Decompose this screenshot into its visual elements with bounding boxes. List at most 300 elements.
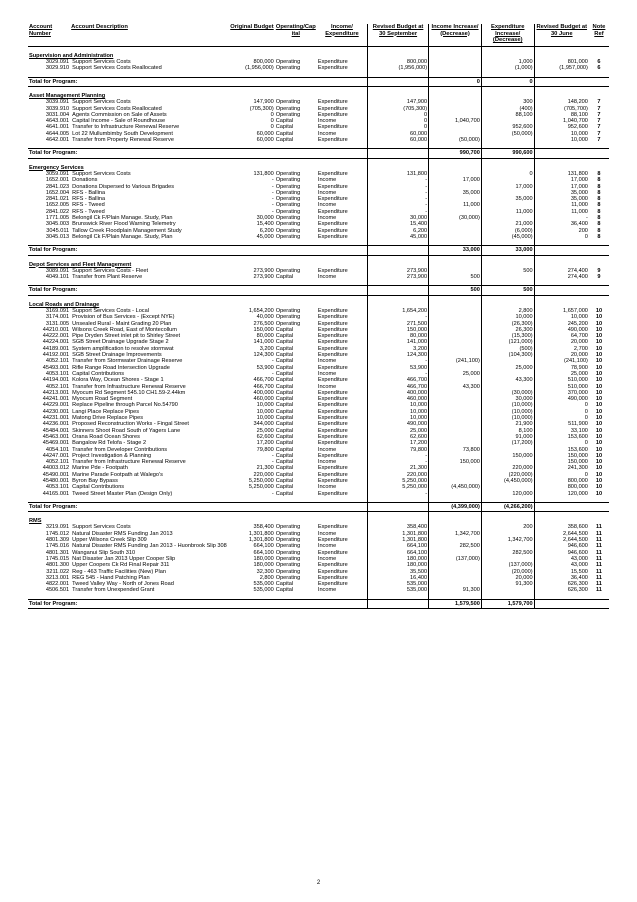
expenditure-change: (10,000) bbox=[481, 402, 534, 408]
expenditure-change: 2,800 bbox=[481, 308, 534, 314]
operating-capital: Capital bbox=[275, 440, 294, 447]
note-ref: 9 bbox=[597, 267, 601, 274]
income-expenditure: Expenditure bbox=[317, 65, 348, 72]
original-budget: 5,250,000 bbox=[248, 484, 274, 491]
section-title: Emergency Services bbox=[29, 164, 84, 171]
expenditure-change: 25,000 bbox=[481, 365, 534, 371]
account-description: Capital Contributions bbox=[72, 484, 125, 491]
revised-budget-sept: 15,400 bbox=[368, 221, 429, 227]
original-budget: - bbox=[271, 183, 274, 190]
expenditure-change: (15,300) bbox=[481, 333, 534, 339]
operating-capital: Capital bbox=[275, 471, 294, 478]
operating-capital: Operating bbox=[275, 307, 301, 314]
account-number: 4644.005 bbox=[45, 130, 70, 137]
operating-capital: Capital bbox=[275, 459, 294, 466]
revised-budget-june: 25,000 bbox=[570, 370, 588, 377]
income-expenditure: Income bbox=[317, 274, 337, 281]
original-budget: 1,654,200 bbox=[248, 307, 274, 314]
revised-budget-sept: - bbox=[368, 190, 429, 196]
expenditure-change: 1,000 bbox=[481, 59, 534, 65]
income-expenditure: Expenditure bbox=[317, 440, 348, 447]
operating-capital: Capital bbox=[275, 490, 294, 497]
account-description: Transfer from Plant Reserve bbox=[72, 274, 143, 281]
revised-budget-june: 274,400 bbox=[567, 274, 588, 281]
table-header-row bbox=[28, 24, 609, 46]
note-ref: 10 bbox=[595, 459, 603, 466]
revised-budget-june: 1,040,700 bbox=[563, 118, 588, 125]
operating-capital: Operating bbox=[275, 65, 301, 72]
income-expenditure: Expenditure bbox=[317, 326, 348, 333]
total-income-change: 33,000 bbox=[429, 246, 482, 255]
revised-budget-sept: 147,900 bbox=[368, 99, 429, 105]
header-income-increase: Income Increase/ (Decrease) bbox=[429, 24, 482, 46]
expenditure-change: 120,000 bbox=[481, 491, 534, 497]
income-expenditure: Expenditure bbox=[317, 314, 348, 321]
note-ref: 11 bbox=[596, 549, 602, 556]
account-description: Reg - 463 Traffic Facilities (New) Plan bbox=[72, 568, 166, 575]
account-description: Transfer from Property Renewal Reserve bbox=[72, 137, 174, 144]
revised-budget-sept: 10,000 bbox=[368, 415, 429, 421]
income-expenditure: Income bbox=[317, 358, 337, 365]
income-expenditure: Expenditure bbox=[317, 111, 348, 118]
table-row bbox=[28, 491, 609, 497]
account-description: Bangalow Rd Telofa - Stage 2 bbox=[72, 440, 147, 447]
original-budget: - bbox=[271, 208, 274, 215]
account-number: 4049.101 bbox=[45, 274, 70, 281]
note-ref: 10 bbox=[595, 358, 603, 365]
note-ref: 11 bbox=[596, 524, 602, 531]
account-number: 4801.301 bbox=[45, 549, 70, 556]
revised-budget-june: 2,700 bbox=[573, 345, 588, 352]
original-budget: - bbox=[271, 459, 274, 466]
revised-budget-sept: 180,000 bbox=[368, 562, 429, 568]
total-label: Total for Program: bbox=[28, 77, 368, 86]
note-ref: 8 bbox=[597, 177, 601, 184]
table-row bbox=[28, 184, 609, 190]
account-description: Tweed Valley Way - North of Jones Road bbox=[72, 581, 174, 588]
operating-capital: Operating bbox=[275, 320, 301, 327]
account-description: Langi Place Replace Pipes bbox=[72, 408, 140, 415]
revised-budget-sept: - bbox=[368, 184, 429, 190]
revised-budget-sept: - bbox=[368, 202, 429, 208]
operating-capital: Capital bbox=[275, 484, 294, 491]
account-description: Provision of Bus Services - (Except NYE) bbox=[72, 314, 175, 321]
expenditure-change: (220,000) bbox=[481, 472, 534, 478]
table-body bbox=[28, 46, 609, 608]
revised-budget-june: 43,000 bbox=[570, 562, 588, 569]
revised-budget-sept: 60,000 bbox=[368, 137, 429, 143]
revised-budget-june: 17,000 bbox=[570, 183, 588, 190]
original-budget: 147,900 bbox=[253, 99, 274, 106]
operating-capital: Capital bbox=[275, 465, 294, 472]
original-budget: 30,000 bbox=[256, 215, 274, 222]
revised-budget-june: 0 bbox=[584, 440, 588, 447]
account-number: 4801.309 bbox=[45, 537, 70, 544]
account-description: Unsealed Rural - Maint Grading 20 Plan bbox=[72, 320, 172, 327]
revised-budget-sept: - bbox=[368, 314, 429, 320]
original-budget: 220,000 bbox=[253, 471, 274, 478]
revised-budget-sept: 400,000 bbox=[368, 390, 429, 396]
income-change: (137,000) bbox=[429, 556, 482, 562]
original-budget: 62,600 bbox=[256, 433, 274, 440]
expenditure-change: 200 bbox=[481, 524, 534, 530]
account-description: Belongil Ck F/Plain Manage. Study, Plan bbox=[72, 215, 173, 222]
note-ref: 10 bbox=[595, 433, 603, 440]
income-expenditure: Expenditure bbox=[317, 537, 348, 544]
table-row bbox=[28, 562, 609, 568]
account-number: 44247.001 bbox=[42, 452, 70, 459]
account-number: 44236.001 bbox=[42, 421, 70, 428]
revised-budget-june: 43,000 bbox=[570, 555, 588, 562]
budget-table bbox=[28, 24, 609, 609]
original-budget: 53,900 bbox=[256, 364, 274, 371]
account-number: 3219.091 bbox=[45, 524, 70, 531]
program-total-row bbox=[28, 77, 609, 86]
operating-capital: Capital bbox=[275, 118, 294, 125]
total-income-change: 1,579,500 bbox=[429, 599, 482, 608]
note-ref: 7 bbox=[597, 99, 601, 106]
revised-budget-june: 20,000 bbox=[570, 352, 588, 359]
revised-budget-sept: 273,900 bbox=[368, 274, 429, 280]
operating-capital: Operating bbox=[275, 574, 301, 581]
account-number: 1652.005 bbox=[45, 202, 70, 209]
revised-budget-sept: - bbox=[368, 459, 429, 465]
account-description: Brunswick River Flood Warning Telemetry bbox=[72, 221, 176, 228]
account-description: Support Services Costs bbox=[72, 99, 131, 106]
note-ref: 7 bbox=[597, 130, 601, 137]
revised-budget-sept: - bbox=[368, 453, 429, 459]
original-budget: 273,900 bbox=[253, 274, 274, 281]
original-budget: 10,000 bbox=[256, 402, 274, 409]
revised-budget-june: 64,700 bbox=[570, 333, 588, 340]
note-ref: 10 bbox=[595, 307, 603, 314]
note-ref: 8 bbox=[597, 189, 601, 196]
revised-budget-june: 11,000 bbox=[571, 208, 588, 215]
program-total-row bbox=[28, 149, 609, 158]
income-expenditure: Expenditure bbox=[317, 396, 348, 403]
original-budget: 25,000 bbox=[256, 427, 274, 434]
account-description: Orana Road Ocean Shores bbox=[72, 433, 140, 440]
income-expenditure: Expenditure bbox=[317, 377, 348, 384]
income-expenditure: Income bbox=[317, 446, 337, 453]
revised-budget-june: 78,900 bbox=[570, 364, 588, 371]
original-budget: 6,200 bbox=[259, 227, 274, 234]
income-expenditure: Expenditure bbox=[317, 433, 348, 440]
revised-budget-sept: 35,500 bbox=[368, 569, 429, 575]
expenditure-change: 10,000 bbox=[481, 314, 534, 320]
revised-budget-june: 36,400 bbox=[570, 574, 588, 581]
total-label: Total for Program: bbox=[28, 502, 368, 511]
note-ref: 10 bbox=[595, 333, 603, 340]
revised-budget-sept: 79,800 bbox=[368, 447, 429, 453]
operating-capital: Operating bbox=[275, 562, 301, 569]
note-ref: 11 bbox=[596, 555, 602, 562]
note-ref: 7 bbox=[597, 137, 601, 144]
account-description: System amplification to resolve stormwat bbox=[72, 345, 174, 352]
note-ref: 10 bbox=[595, 320, 603, 327]
account-number: 4052.101 bbox=[45, 358, 70, 365]
original-budget: - bbox=[271, 202, 274, 209]
operating-capital: Capital bbox=[275, 389, 294, 396]
note-ref: 10 bbox=[595, 364, 603, 371]
revised-budget-sept: (1,956,000) bbox=[368, 65, 429, 71]
section-heading bbox=[28, 261, 609, 268]
income-expenditure: Expenditure bbox=[317, 352, 348, 359]
note-ref: 11 bbox=[596, 587, 602, 594]
original-budget: 10,000 bbox=[256, 415, 274, 422]
operating-capital: Operating bbox=[275, 170, 301, 177]
revised-budget-june: 801,000 bbox=[567, 59, 588, 66]
original-budget: 460,000 bbox=[253, 396, 274, 403]
original-budget: 664,100 bbox=[253, 543, 274, 550]
note-ref: 11 bbox=[596, 568, 602, 575]
revised-budget-june: 490,000 bbox=[567, 326, 588, 333]
operating-capital: Operating bbox=[275, 208, 301, 215]
operating-capital: Operating bbox=[275, 221, 301, 228]
account-description: Support Services Costs bbox=[72, 524, 131, 531]
account-number: 3211.022 bbox=[46, 568, 70, 575]
income-expenditure: Expenditure bbox=[317, 196, 348, 203]
account-number: 4641.001 bbox=[45, 124, 70, 131]
income-expenditure: Income bbox=[317, 189, 337, 196]
operating-capital: Operating bbox=[275, 177, 301, 184]
section-heading bbox=[28, 52, 609, 59]
revised-budget-sept: 273,900 bbox=[368, 268, 429, 274]
revised-budget-sept: 6,200 bbox=[368, 228, 429, 234]
original-budget: 180,000 bbox=[253, 555, 274, 562]
account-description: Agents Commission on Sale of Assets bbox=[72, 111, 167, 118]
original-budget: - bbox=[271, 177, 274, 184]
income-expenditure: Expenditure bbox=[317, 105, 348, 112]
total-income-change: 990,700 bbox=[429, 149, 482, 158]
note-ref: 10 bbox=[595, 352, 603, 359]
note-ref: 6 bbox=[597, 65, 601, 72]
original-budget: 535,000 bbox=[253, 587, 274, 594]
account-description: RFS - Ballina bbox=[72, 189, 106, 196]
operating-capital: Capital bbox=[275, 326, 294, 333]
revised-budget-sept: 490,000 bbox=[368, 421, 429, 427]
total-label: Total for Program: bbox=[28, 246, 368, 255]
original-budget: - bbox=[271, 370, 274, 377]
expenditure-change: (26,300) bbox=[481, 321, 534, 327]
revised-budget-june: 800,000 bbox=[567, 484, 588, 491]
total-expenditure-change: 990,600 bbox=[481, 149, 534, 158]
operating-capital: Capital bbox=[275, 581, 294, 588]
operating-capital: Operating bbox=[275, 196, 301, 203]
note-ref: 7 bbox=[597, 105, 601, 112]
original-budget: 10,000 bbox=[256, 408, 274, 415]
note-ref: 10 bbox=[595, 396, 603, 403]
account-description: RFS - Ballina bbox=[72, 196, 106, 203]
total-expenditure-change: 33,000 bbox=[481, 246, 534, 255]
revised-budget-sept: 60,000 bbox=[368, 131, 429, 137]
operating-capital: Operating bbox=[275, 543, 301, 550]
account-description: Transfer from Infrastructure Renewal Reserve bbox=[72, 459, 186, 466]
account-description: SGB Street Drainage Improvements bbox=[72, 352, 162, 359]
revised-budget-sept: 30,000 bbox=[368, 215, 429, 221]
revised-budget-june: 10,000 bbox=[570, 130, 588, 137]
income-change: 73,800 bbox=[429, 447, 482, 453]
expenditure-change: (20,000) bbox=[481, 569, 534, 575]
revised-budget-june: 33,100 bbox=[570, 427, 588, 434]
account-number: 3029.091 bbox=[45, 59, 70, 66]
operating-capital: Capital bbox=[275, 377, 294, 384]
note-ref: 11 bbox=[596, 543, 602, 550]
revised-budget-sept: - bbox=[368, 177, 429, 183]
account-description: Capital Contributions bbox=[72, 370, 125, 377]
revised-budget-sept: 1,301,800 bbox=[368, 531, 429, 537]
revised-budget-june: 0 bbox=[584, 471, 588, 478]
table-row bbox=[28, 569, 609, 575]
note-ref: 10 bbox=[595, 421, 603, 428]
operating-capital: Operating bbox=[275, 99, 301, 106]
original-budget: 124,300 bbox=[253, 352, 274, 359]
account-number: 4801.300 bbox=[45, 562, 70, 569]
expenditure-change: 91,000 bbox=[481, 434, 534, 440]
revised-budget-june: 35,000 bbox=[570, 196, 588, 203]
table-row bbox=[28, 106, 609, 112]
original-budget: 535,000 bbox=[253, 581, 274, 588]
section-title: Depot Services and Fleet Management bbox=[29, 261, 132, 268]
expenditure-change: 300 bbox=[481, 99, 534, 105]
account-number: 3029.910 bbox=[45, 65, 70, 72]
original-budget: 664,100 bbox=[253, 549, 274, 556]
expenditure-change: (30,000) bbox=[481, 390, 534, 396]
expenditure-change: (45,000) bbox=[481, 234, 534, 240]
income-change: (30,000) bbox=[429, 215, 482, 221]
income-expenditure: Expenditure bbox=[317, 267, 348, 274]
income-expenditure: Expenditure bbox=[317, 421, 348, 428]
revised-budget-june: 510,000 bbox=[567, 377, 588, 384]
revised-budget-june: 15,500 bbox=[570, 568, 588, 575]
account-description: Transfer from Stormwater Drainage Reserve bbox=[72, 358, 183, 365]
income-expenditure: Expenditure bbox=[317, 427, 348, 434]
account-number: 1745.012 bbox=[45, 530, 70, 537]
table-row bbox=[28, 65, 609, 71]
original-budget: - bbox=[271, 189, 274, 196]
account-number: 44192.001 bbox=[42, 352, 70, 359]
total-expenditure-change: 500 bbox=[481, 286, 534, 295]
income-change: 500 bbox=[429, 274, 482, 280]
operating-capital: Capital bbox=[275, 274, 294, 281]
operating-capital: Capital bbox=[275, 358, 294, 365]
account-number: 4643.001 bbox=[45, 118, 70, 125]
header-revised-budget-sept: Revised Budget at 30 September bbox=[368, 24, 429, 46]
revised-budget-sept: 220,000 bbox=[368, 472, 429, 478]
expenditure-change: (10,000) bbox=[481, 409, 534, 415]
revised-budget-june: 626,300 bbox=[567, 587, 588, 594]
revised-budget-june: 0 bbox=[584, 415, 588, 422]
revised-budget-sept: 466,700 bbox=[368, 377, 429, 383]
account-description: Replace Pipeline through Parcel No.54790 bbox=[72, 402, 178, 409]
revised-budget-sept: 664,100 bbox=[368, 550, 429, 556]
revised-budget-sept: 80,000 bbox=[368, 333, 429, 339]
account-number: 3059.091 bbox=[45, 170, 70, 177]
account-number: 4506.501 bbox=[45, 587, 70, 594]
income-expenditure: Income bbox=[317, 215, 337, 222]
revised-budget-june: 200 bbox=[578, 227, 588, 234]
original-budget: - bbox=[271, 196, 274, 203]
original-budget: (1,956,000) bbox=[245, 65, 274, 72]
revised-budget-sept: 535,000 bbox=[368, 587, 429, 593]
original-budget: 180,000 bbox=[253, 562, 274, 569]
account-description: SGB Street Drainage Upgrade Stage 2 bbox=[72, 339, 169, 346]
income-expenditure: Expenditure bbox=[317, 345, 348, 352]
account-number: 4053.101 bbox=[45, 370, 70, 377]
original-budget: 358,400 bbox=[253, 524, 274, 531]
account-description: Skinners Shoot Road South of Yagers Lane bbox=[72, 427, 181, 434]
table-row bbox=[28, 314, 609, 320]
account-description: Capital Income - Sale of Roundhouse bbox=[72, 118, 166, 125]
income-expenditure: Expenditure bbox=[317, 170, 348, 177]
header-revised-budget-june: Revised Budget at 30 June bbox=[534, 24, 589, 46]
account-number: 1771.005 bbox=[45, 215, 70, 222]
account-description: Donations bbox=[72, 177, 98, 184]
original-budget: 60,000 bbox=[256, 137, 274, 144]
expenditure-change: 20,000 bbox=[481, 575, 534, 581]
account-number: 3169.091 bbox=[45, 307, 70, 314]
operating-capital: Capital bbox=[275, 130, 294, 137]
section-title: Local Roads and Drainage bbox=[29, 301, 100, 308]
account-description: Support Services Costs - Fleet bbox=[72, 267, 149, 274]
income-expenditure: Expenditure bbox=[317, 333, 348, 340]
original-budget: 0 bbox=[270, 124, 274, 131]
account-number: 2841.021 bbox=[45, 196, 70, 203]
expenditure-change: 0 bbox=[481, 171, 534, 177]
revised-budget-june: 35,000 bbox=[570, 189, 588, 196]
account-number: 44210.001 bbox=[42, 326, 70, 333]
account-description: Transfer to Infrastructure Renewal Reserve bbox=[72, 124, 180, 131]
expenditure-change: 21,900 bbox=[481, 421, 534, 427]
note-ref: 11 bbox=[596, 537, 602, 544]
income-expenditure: Expenditure bbox=[317, 307, 348, 314]
note-ref: 10 bbox=[595, 484, 603, 491]
account-number: 3089.091 bbox=[45, 267, 70, 274]
expenditure-change: 17,000 bbox=[481, 184, 534, 190]
expenditure-change: 8,100 bbox=[481, 428, 534, 434]
account-description: Rifle Range Road Intersection Upgrade bbox=[72, 364, 170, 371]
income-change: 11,000 bbox=[429, 202, 482, 208]
income-change: 150,000 bbox=[429, 459, 482, 465]
income-expenditure: Expenditure bbox=[317, 471, 348, 478]
account-description: Transfer from Infrastructure Renewal Reserve bbox=[72, 383, 186, 390]
header-original-budget: Original Budget bbox=[228, 24, 274, 46]
original-budget: 40,000 bbox=[256, 314, 274, 321]
original-budget: (705,300) bbox=[249, 105, 274, 112]
account-number: 2841.023 bbox=[45, 183, 70, 190]
note-ref: 10 bbox=[595, 345, 603, 352]
income-expenditure: Expenditure bbox=[317, 59, 348, 66]
note-ref: 8 bbox=[597, 202, 601, 209]
revised-budget-june: 274,400 bbox=[567, 267, 588, 274]
original-budget: 344,000 bbox=[253, 421, 274, 428]
income-expenditure: Expenditure bbox=[317, 568, 348, 575]
account-description: Upper Wilsons Creek Slip 309 bbox=[72, 537, 147, 544]
income-expenditure: Expenditure bbox=[317, 233, 348, 240]
original-budget: 1,301,800 bbox=[248, 537, 274, 544]
operating-capital: Capital bbox=[275, 478, 294, 484]
section-title: Asset Management Planning bbox=[29, 92, 106, 99]
income-expenditure: Income bbox=[317, 370, 337, 377]
income-expenditure: Income bbox=[317, 459, 337, 466]
income-expenditure: Expenditure bbox=[317, 320, 348, 327]
account-number: 4053.101 bbox=[45, 484, 70, 491]
expenditure-change: 150,000 bbox=[481, 453, 534, 459]
account-number: 3039.910 bbox=[45, 105, 70, 112]
revised-budget-june: 10,000 bbox=[570, 137, 588, 144]
account-number: 44222.001 bbox=[42, 333, 70, 340]
income-change: (4,450,000) bbox=[429, 484, 482, 490]
